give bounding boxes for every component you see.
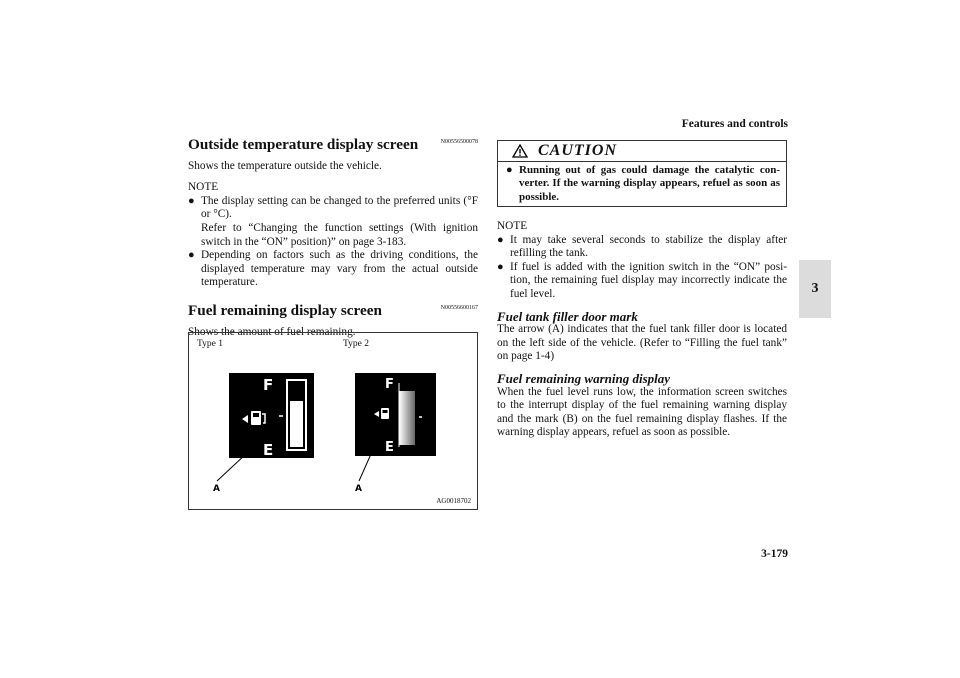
list-item: ● Running out of gas could damage the catalytic con-verter. If the warning display appears, refuel as soon as possible. [506, 164, 780, 203]
callout-label: A [355, 484, 362, 491]
bullet-icon: ● [188, 194, 195, 207]
fuel-display-figure [188, 332, 478, 510]
section-title: Fuel remaining display screen [188, 301, 382, 319]
section-heading-outside-temp [188, 138, 478, 152]
caution-box [497, 140, 787, 207]
type2-label: Type 2 [343, 339, 369, 349]
bullet-icon: ● [506, 164, 513, 176]
right-column [497, 220, 787, 440]
subsection-title: Fuel tank filler door mark [497, 308, 638, 324]
callout-label: A [213, 484, 220, 491]
figure-id: AG0018702 [436, 497, 471, 505]
section-code: N00556600167 [440, 304, 478, 311]
warning-triangle-icon [512, 144, 528, 158]
bullet-icon: ● [188, 249, 195, 262]
page-number: 3-179 [761, 548, 788, 560]
full-mark: F [385, 377, 394, 392]
section-code: N00556500078 [440, 139, 478, 145]
subsection-title: Fuel remaining warning display [497, 370, 671, 386]
running-header: Features and controls [681, 118, 788, 130]
list-item: ● Depending on factors such as the driving conditions, the displayed temperature may vary from the actual outside temperature. [188, 249, 478, 289]
chapter-tab-number: 3 [811, 281, 819, 296]
note-list [497, 234, 787, 302]
type1-label: Type 1 [197, 339, 223, 349]
empty-mark: E [263, 441, 274, 458]
note-label: NOTE [188, 181, 219, 194]
caution-title: CAUTION [538, 142, 618, 159]
note-list [188, 195, 478, 290]
subsection-text: The arrow (A) indicates that the fuel tank filler door is located on the left side of the vehicle. (Refer to “Filling the fuel tank” on page 1-4) [497, 323, 787, 363]
full-mark: F [263, 376, 274, 394]
list-item: ● If fuel is added with the ignition switch in the “ON” posi-tion, the remaining fuel display may incorrectly indicate the fuel level. [497, 260, 787, 300]
note-label: NOTE [497, 220, 528, 232]
caution-body [506, 164, 780, 204]
fuel-gauge-level [290, 401, 303, 447]
list-item: ● It may take several seconds to stabilize the display after refilling the tank. [497, 233, 787, 260]
list-item: ● The display setting can be changed to the preferred units (°F or °C). Refer to “Changing the function settings (With ignition switch in the “ON” position)” on page 3-183. [188, 194, 478, 248]
section-intro: Shows the temperature outside the vehicle. [188, 159, 382, 172]
fuel-pump-icon [381, 408, 389, 419]
section-intro: Shows the amount of fuel remaining. [188, 325, 356, 338]
section-heading-fuel-remaining [188, 301, 478, 319]
left-column [188, 138, 478, 339]
type2-arrow-callout [349, 443, 389, 491]
caution-header [498, 141, 786, 162]
empty-mark: E [385, 440, 394, 455]
section-title: Outside temperature display screen [188, 136, 419, 153]
subsection-text: When the fuel level runs low, the information screen switches to the interrupt display of the fuel remaining warning display and the mark (B) on the fuel remaining display flashes. If the warning display appears, refuel as soon as possible. [497, 385, 787, 439]
fuel-gauge-level [399, 391, 415, 445]
bullet-icon: ● [497, 260, 504, 273]
chapter-tab [799, 260, 831, 318]
type1-arrow-callout [209, 451, 259, 491]
type1-fuel-display [229, 373, 314, 458]
bullet-icon: ● [497, 233, 504, 246]
